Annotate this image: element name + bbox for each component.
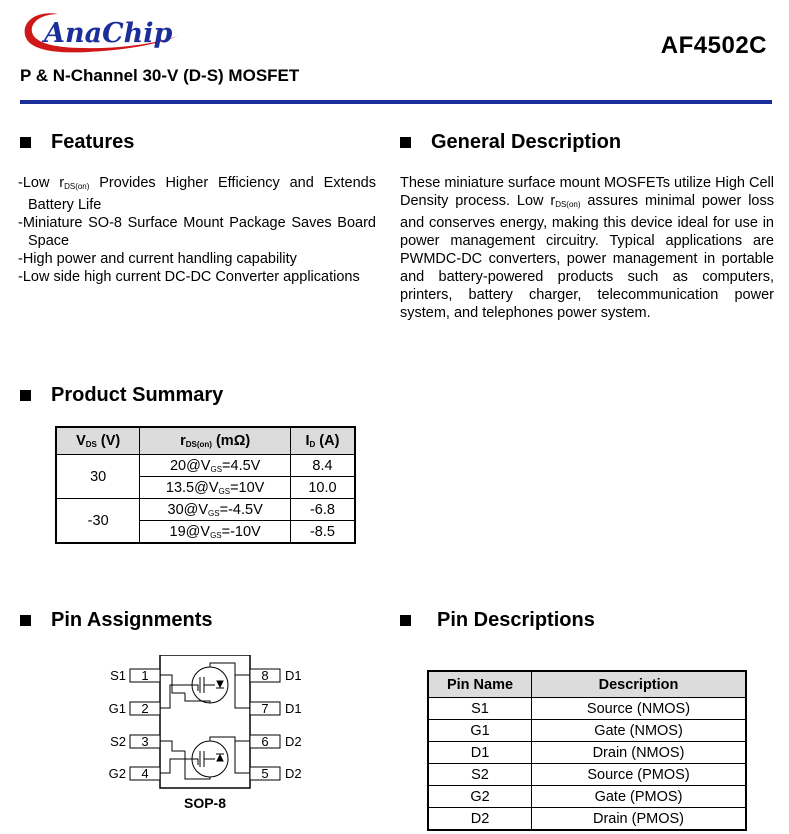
description-cell: Source (NMOS) bbox=[532, 698, 747, 720]
svg-text:1: 1 bbox=[141, 668, 149, 683]
product-summary-heading: Product Summary bbox=[20, 384, 223, 407]
svg-text:D2: D2 bbox=[285, 766, 302, 781]
table-row bbox=[428, 786, 746, 808]
logo-text: AnaChip bbox=[44, 18, 173, 49]
pin-descriptions-heading: Pin Descriptions bbox=[400, 609, 595, 632]
pin-name-cell: G1 bbox=[428, 720, 532, 742]
description-cell: Drain (PMOS) bbox=[532, 808, 747, 831]
header-divider bbox=[20, 100, 772, 104]
pin-5 bbox=[250, 766, 302, 781]
id-cell: -8.5 bbox=[290, 521, 355, 544]
features-list bbox=[18, 174, 376, 286]
pin-2 bbox=[109, 701, 160, 716]
svg-text:S1: S1 bbox=[110, 668, 126, 683]
id-header: $I_D$ (A) bbox=[290, 427, 355, 455]
svg-text:3: 3 bbox=[141, 734, 149, 749]
sop8-pinout-diagram bbox=[100, 655, 310, 815]
pin-8 bbox=[250, 668, 302, 683]
description-header: Description bbox=[532, 671, 747, 698]
square-bullet-icon bbox=[400, 615, 411, 626]
feature-item: -Low $r_{DS(on)}$ Provides Higher Efficiency and Extends Battery Life bbox=[18, 175, 376, 213]
svg-text:D2: D2 bbox=[285, 734, 302, 749]
pin-name-cell: S1 bbox=[428, 698, 532, 720]
pin-1 bbox=[110, 668, 160, 683]
svg-text:D1: D1 bbox=[285, 701, 302, 716]
svg-text:5: 5 bbox=[261, 766, 269, 781]
pin-3 bbox=[110, 734, 160, 749]
pin-4 bbox=[109, 766, 160, 781]
svg-text:2: 2 bbox=[141, 701, 149, 716]
feature-item: -High power and current handling capability bbox=[18, 251, 297, 267]
rds-cell: $13.5@V_{GS}=10V$ bbox=[140, 477, 291, 499]
features-heading: Features bbox=[20, 131, 134, 154]
feature-item: -Low side high current DC-DC Converter applications bbox=[18, 269, 360, 285]
table-row bbox=[428, 764, 746, 786]
table-row bbox=[428, 698, 746, 720]
svg-text:8: 8 bbox=[261, 668, 269, 683]
pin-assignments-heading: Pin Assignments bbox=[20, 609, 213, 632]
pin-name-cell: D2 bbox=[428, 808, 532, 831]
square-bullet-icon bbox=[400, 137, 411, 148]
rds-cell: $20@V_{GS}=4.5V$ bbox=[140, 455, 291, 477]
table-row bbox=[428, 720, 746, 742]
svg-text:G1: G1 bbox=[108, 701, 126, 716]
id-cell: 8.4 bbox=[290, 455, 355, 477]
vds-cell: -30 bbox=[56, 499, 140, 544]
table-header-row bbox=[56, 427, 355, 455]
svg-text:7: 7 bbox=[261, 701, 269, 716]
description-cell: Source (PMOS) bbox=[532, 764, 747, 786]
description-cell: Gate (NMOS) bbox=[532, 720, 747, 742]
square-bullet-icon bbox=[20, 137, 31, 148]
description-cell: Drain (NMOS) bbox=[532, 742, 747, 764]
svg-text:6: 6 bbox=[261, 734, 269, 749]
part-number: AF4502C bbox=[660, 32, 767, 59]
anachip-logo bbox=[18, 4, 188, 60]
rds-header: $r_{DS(on)}$ (mΩ) bbox=[140, 427, 291, 455]
table-row bbox=[56, 499, 355, 521]
vds-cell: 30 bbox=[56, 455, 140, 499]
pin-name-header: Pin Name bbox=[428, 671, 532, 698]
general-description-heading: General Description bbox=[400, 131, 621, 154]
id-cell: -6.8 bbox=[290, 499, 355, 521]
product-summary-table bbox=[55, 426, 356, 544]
description-cell: Gate (PMOS) bbox=[532, 786, 747, 808]
table-row bbox=[428, 808, 746, 831]
table-row bbox=[56, 455, 355, 477]
document-subtitle: P & N-Channel 30-V (D-S) MOSFET bbox=[20, 66, 300, 85]
vds-header: $V_{DS}$ (V) bbox=[56, 427, 140, 455]
square-bullet-icon bbox=[20, 390, 31, 401]
pin-6 bbox=[250, 734, 302, 749]
rds-cell: $30@V_{GS}=-4.5V$ bbox=[140, 499, 291, 521]
pin-name-cell: G2 bbox=[428, 786, 532, 808]
package-label: SOP-8 bbox=[183, 795, 227, 811]
general-description-text: These miniature surface mount MOSFETs utilize High Cell Density process. Low $r_{DS(on)}$ assures minimal power loss and conserves energy, making this device ideal for use in power management circuitry. Typical applications are PWMDC-DC converters, power management in portable and battery-powered products such as computers, printers, battery charger, telecommunication power system, and telephones power system. bbox=[400, 175, 774, 321]
pin-name-cell: D1 bbox=[428, 742, 532, 764]
square-bullet-icon bbox=[20, 615, 31, 626]
table-header-row bbox=[428, 671, 746, 698]
svg-text:D1: D1 bbox=[285, 668, 302, 683]
svg-text:S2: S2 bbox=[110, 734, 126, 749]
svg-text:G2: G2 bbox=[108, 766, 126, 781]
rds-cell: $19@V_{GS}=-10V$ bbox=[140, 521, 291, 544]
id-cell: 10.0 bbox=[290, 477, 355, 499]
feature-item: -Miniature SO-8 Surface Mount Package Saves Board Space bbox=[18, 215, 376, 249]
pin-name-cell: S2 bbox=[428, 764, 532, 786]
svg-text:4: 4 bbox=[141, 766, 149, 781]
table-row bbox=[428, 742, 746, 764]
pin-descriptions-table bbox=[427, 670, 747, 831]
pin-7 bbox=[250, 701, 302, 716]
